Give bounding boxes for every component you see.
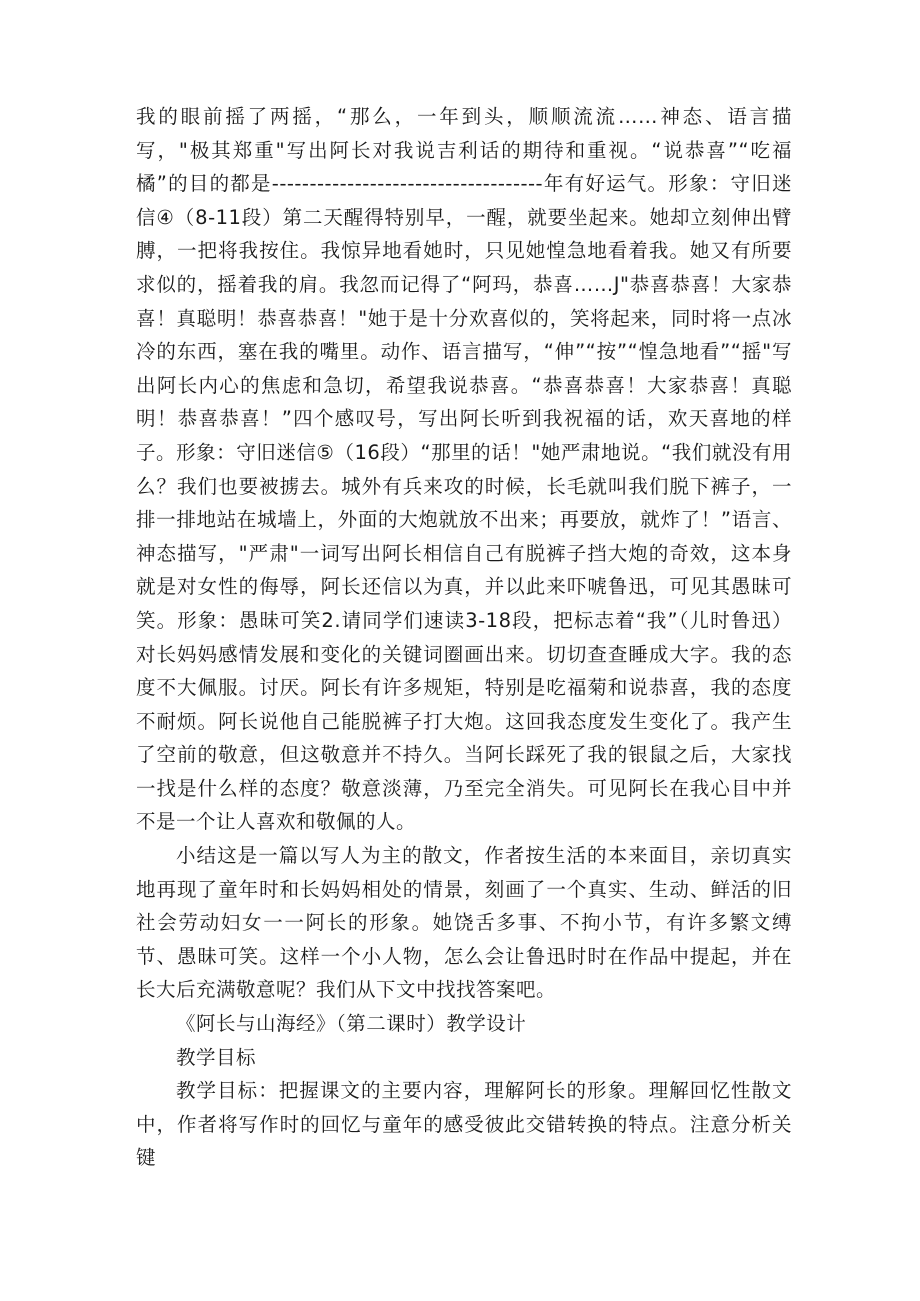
lesson-title: 《阿长与山海经》（第二课时）教学设计 <box>176 1012 527 1036</box>
objectives-paragraph: 教学目标：把握课文的主要内容，理解阿长的形象。理解回忆性散文中，作者将写作时的回忆与童年的感受彼此交错转换的特点。注意分析关键 <box>136 1079 792 1170</box>
document-page <box>136 100 792 1175</box>
body-paragraph-analysis: 我的眼前摇了两摇，“那么，一年到头，顺顺流流……神态、语言描写，"极其郑重"写出阿长对我说吉利话的期待和重视。“说恭喜”“吃福橘”的目的都是------------------------------------年有好运气。形象：守旧迷信④（8-11段）第二天醒得特别早，一醒，就要坐起来。她却立刻伸出臂膊，一把将我按住。我惊异地看她时，只见她惶急地看着我。她又有所要求似的，摇着我的肩。我忽而记得了“阿玛，恭喜……J"恭喜恭喜！大家恭喜！真聪明！恭喜恭喜！"她于是十分欢喜似的，笑将起来，同时将一点冰冷的东西，塞在我的嘴里。动作、语言描写，“伸”“按”“惶急地看”“摇"写出阿长内心的焦虑和急切，希望我说恭喜。“恭喜恭喜！大家恭喜！真聪明！恭喜恭喜！”四个感叹号，写出阿长听到我祝福的话，欢天喜地的样子。形象：守旧迷信⑤（16段）“那里的话！"她严肃地说。“我们就没有用么？我们也要被掳去。城外有兵来攻的时候，长毛就叫我们脱下裤子，一排一排地站在城墙上，外面的大炮就放不出来；再要放，就炸了！”语言、神态描写，"严肃"一词写出阿长相信自己有脱裤子挡大炮的奇效，这本身就是对女性的侮辱，阿长还信以为真，并以此来吓唬鲁迅，可见其愚昧可笑。形象：愚昧可笑2.请同学们速读3-18段，把标志着“我”（儿时鲁迅）对长妈妈感情发展和变化的关键词圈画出来。切切查查睡成大字。我的态度不大佩服。讨厌。阿长有许多规矩，特别是吃福菊和说恭喜，我的态度不耐烦。阿长说他自己能脱裤子打大炮。这回我态度发生变化了。我产生了空前的敬意，但这敬意并不持久。当阿长踩死了我的银鼠之后，大家找一找是什么样的态度？敬意淡薄，乃至完全消失。可见阿长在我心目中并不是一个让人喜欢和敬佩的人。 <box>136 105 792 834</box>
section-heading: 教学目标 <box>176 1045 257 1069</box>
summary-paragraph: 小结这是一篇以写人为主的散文，作者按生活的本来面目，亲切真实地再现了童年时和长妈妈相处的情景，刻画了一个真实、生动、鲜活的旧社会劳动妇女一一阿长的形象。她饶舌多事、不拘小节，有许多繁文缚节、愚昧可笑。这样一个小人物，怎么会让鲁迅时时在作品中提起，并在长大后充满敬意呢？我们从下文中找找答案吧。 <box>136 844 792 1002</box>
